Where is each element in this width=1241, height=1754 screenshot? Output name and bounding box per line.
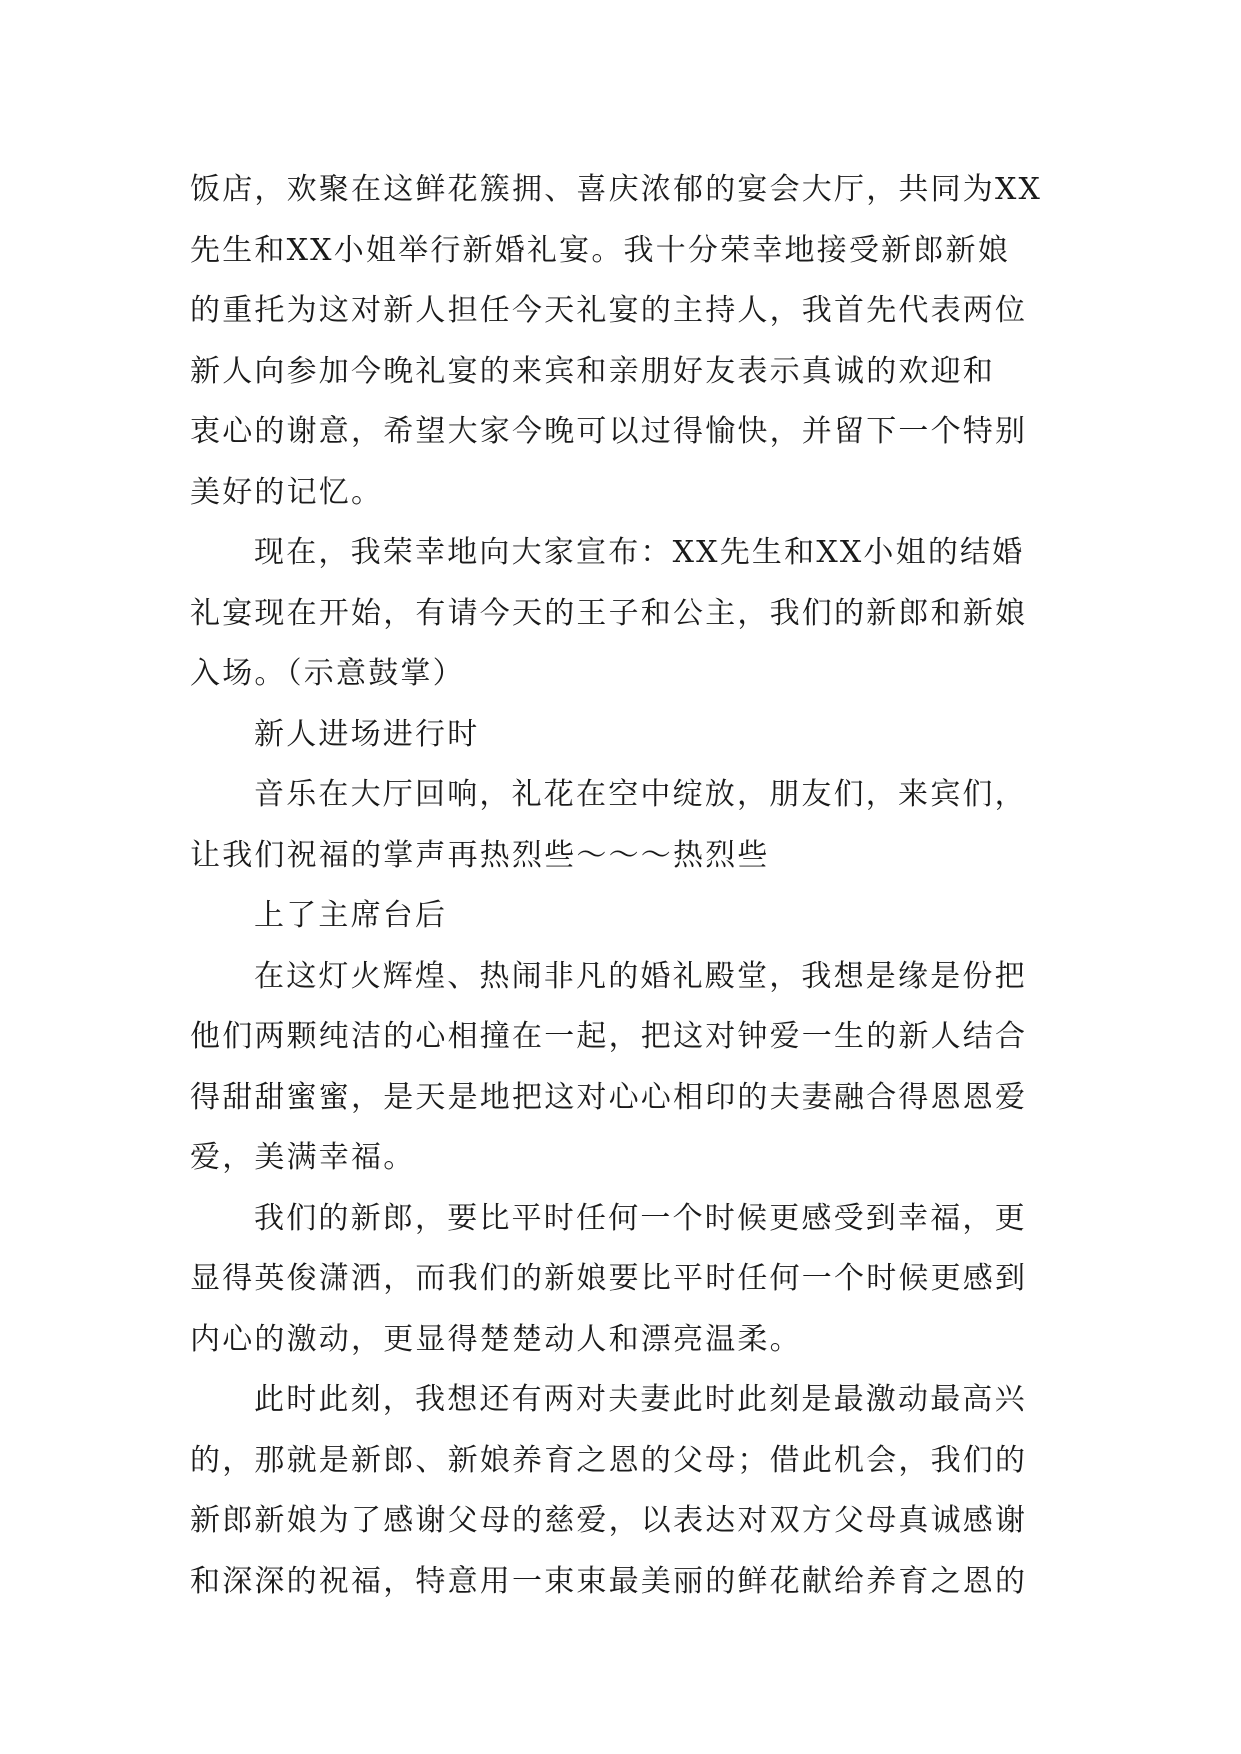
text-line: 爱，美满幸福。 <box>190 1140 416 1175</box>
paragraph <box>190 160 1060 523</box>
paragraph <box>190 1189 1060 1371</box>
text-line: 我们的新郎，要比平时任何一个时候更感受到幸福，更 <box>254 1200 1027 1236</box>
paragraph <box>190 947 1060 1189</box>
text-line: 他们两颗纯洁的心相撞在一起，把这对钟爱一生的新人结合 <box>190 1019 1028 1054</box>
paragraph <box>190 1370 1060 1612</box>
text-line: 先生和XX小姐举行新婚礼宴。我十分荣幸地接受新郎新娘 <box>190 232 1010 268</box>
text-line: 得甜甜蜜蜜，是天是地把这对心心相印的夫妻融合得恩恩爱 <box>190 1079 1028 1115</box>
text-line: 现在，我荣幸地向大家宣布：XX先生和XX小姐的结婚 <box>254 535 1025 570</box>
paragraph <box>190 523 1060 705</box>
paragraph <box>190 765 1060 886</box>
text-line: 衷心的谢意，希望大家今晚可以过得愉快，并留下一个特别 <box>190 414 1028 449</box>
text-line: 礼宴现在开始，有请今天的王子和公主，我们的新郎和新娘 <box>190 595 1028 631</box>
text-line: 新人进场进行时 <box>254 716 480 752</box>
text-line: 显得英俊潇洒，而我们的新娘要比平时任何一个时候更感到 <box>190 1261 1028 1296</box>
text-line: 饭店，欢聚在这鲜花簇拥、喜庆浓郁的宴会大厅，共同为XX <box>190 172 1043 207</box>
document-body <box>190 160 1060 1612</box>
text-line: 此时此刻，我想还有两对夫妻此时此刻是最激动最高兴 <box>254 1382 1027 1417</box>
text-line: 的，那就是新郎、新娘养育之恩的父母；借此机会，我们的 <box>190 1442 1028 1478</box>
section-heading <box>190 886 1060 947</box>
text-line: 和深深的祝福，特意用一束束最美丽的鲜花献给养育之恩的 <box>190 1563 1028 1599</box>
text-line: 美好的记忆。 <box>190 474 384 510</box>
text-line: 上了主席台后 <box>254 898 448 933</box>
text-line: 在这灯火辉煌、热闹非凡的婚礼殿堂，我想是缘是份把 <box>254 958 1027 994</box>
section-heading <box>190 705 1060 766</box>
text-line: 的重托为这对新人担任今天礼宴的主持人，我首先代表两位 <box>190 293 1028 328</box>
text-line: 新人向参加今晚礼宴的来宾和亲朋好友表示真诚的欢迎和 <box>190 353 995 389</box>
text-line: 让我们祝福的掌声再热烈些～～～热烈些 <box>190 837 770 873</box>
text-line: 入场。（示意鼓掌） <box>190 656 465 691</box>
text-line: 内心的激动，更显得楚楚动人和漂亮温柔。 <box>190 1321 802 1357</box>
text-line: 音乐在大厅回响，礼花在空中绽放，朋友们，来宾们， <box>254 777 1027 812</box>
text-line: 新郎新娘为了感谢父母的慈爱，以表达对双方父母真诚感谢 <box>190 1503 1028 1538</box>
